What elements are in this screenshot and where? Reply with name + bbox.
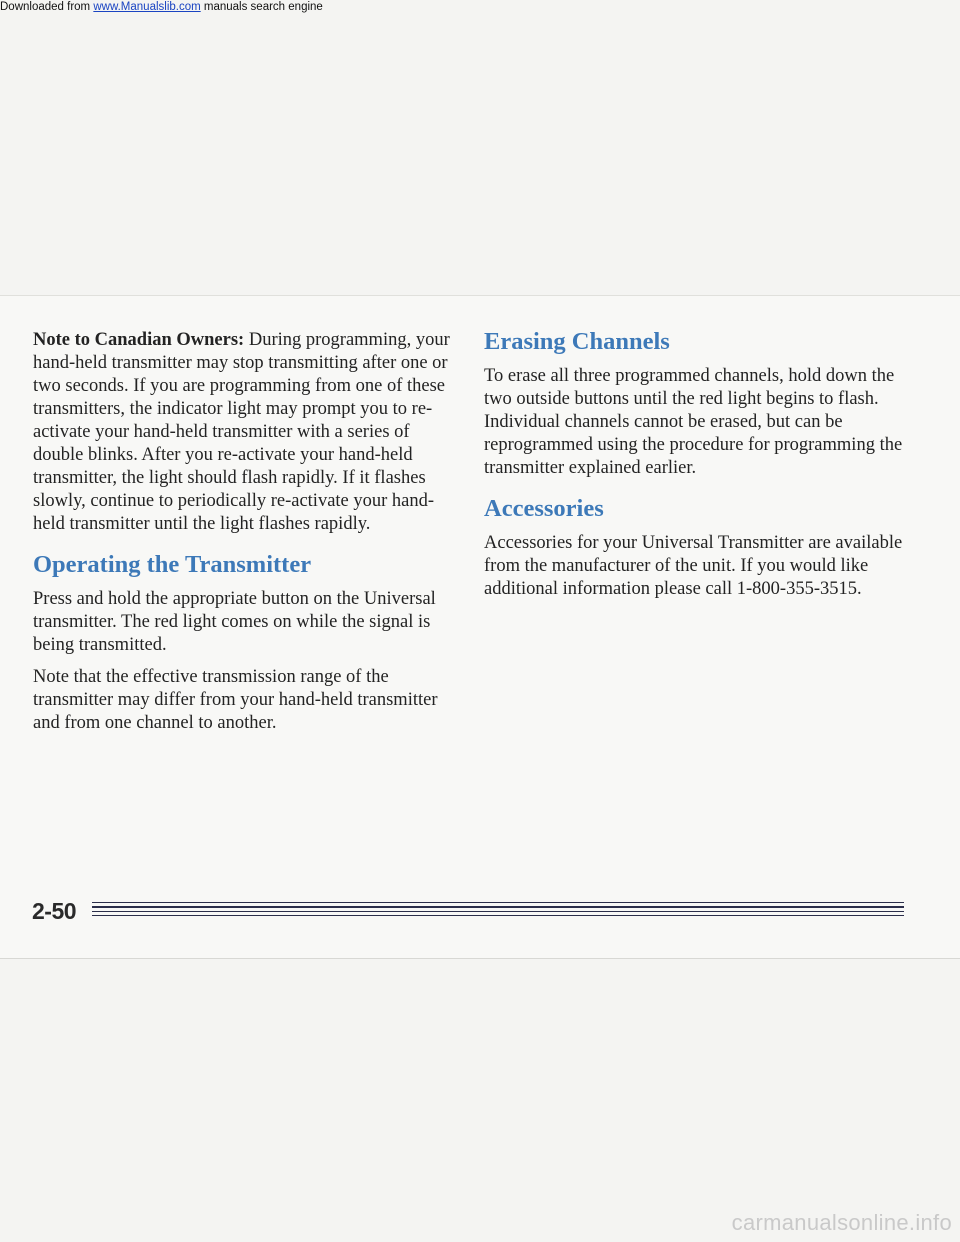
download-banner xyxy=(0,0,960,14)
accessories-heading: Accessories xyxy=(484,495,604,522)
erasing-heading: Erasing Channels xyxy=(484,328,670,355)
footer-rule-line xyxy=(92,906,904,908)
accessories-paragraph: Accessories for your Universal Transmitter are available from the manufacturer of the unit. If you would like additional information please call 1-800-355-3515. xyxy=(484,533,903,599)
operating-heading: Operating the Transmitter xyxy=(33,551,312,578)
footer-rule-line xyxy=(92,902,904,903)
footer-rule xyxy=(92,902,904,922)
note-title: Note to Canadian Owners: xyxy=(33,330,245,350)
right-column xyxy=(484,327,924,610)
operating-paragraph-1: Press and hold the appropriate button on the Universal transmitter. The red light comes on while the signal is being transmitted. xyxy=(33,589,436,655)
banner-prefix: Downloaded from xyxy=(0,1,94,13)
page-number: 2-50 xyxy=(32,898,77,924)
note-body: During programming, your hand-held transmitter may stop transmitting after one or two seconds. If you are programming from one of these transmitters, the indicator light may prompt you to re-activate your hand-held transmitter with a series of double blinks. After you re-activate your hand-held transmitter, the light should flash rapidly. If it flashes slowly, continue to periodically re-activate your hand-held transmitter until the light flashes rapidly. xyxy=(33,330,450,534)
erasing-paragraph: To erase all three programmed channels, hold down the two outside buttons until the red light begins to flash. Individual channels cannot be erased, but can be reprogrammed using the procedure for programming the transmitter explained earlier. xyxy=(484,366,903,478)
manualslib-link[interactable]: www.Manualslib.com xyxy=(93,1,201,13)
canadian-owners-note xyxy=(33,329,453,536)
left-column xyxy=(33,329,453,744)
site-watermark: carmanualsonline.info xyxy=(731,1210,952,1235)
banner-suffix: manuals search engine xyxy=(200,1,323,13)
footer-rule-line xyxy=(92,915,904,916)
footer-rule-line xyxy=(92,911,904,912)
operating-paragraph-2: Note that the effective transmission range of the transmitter may differ from your hand-held transmitter and from one channel to another. xyxy=(33,667,438,733)
